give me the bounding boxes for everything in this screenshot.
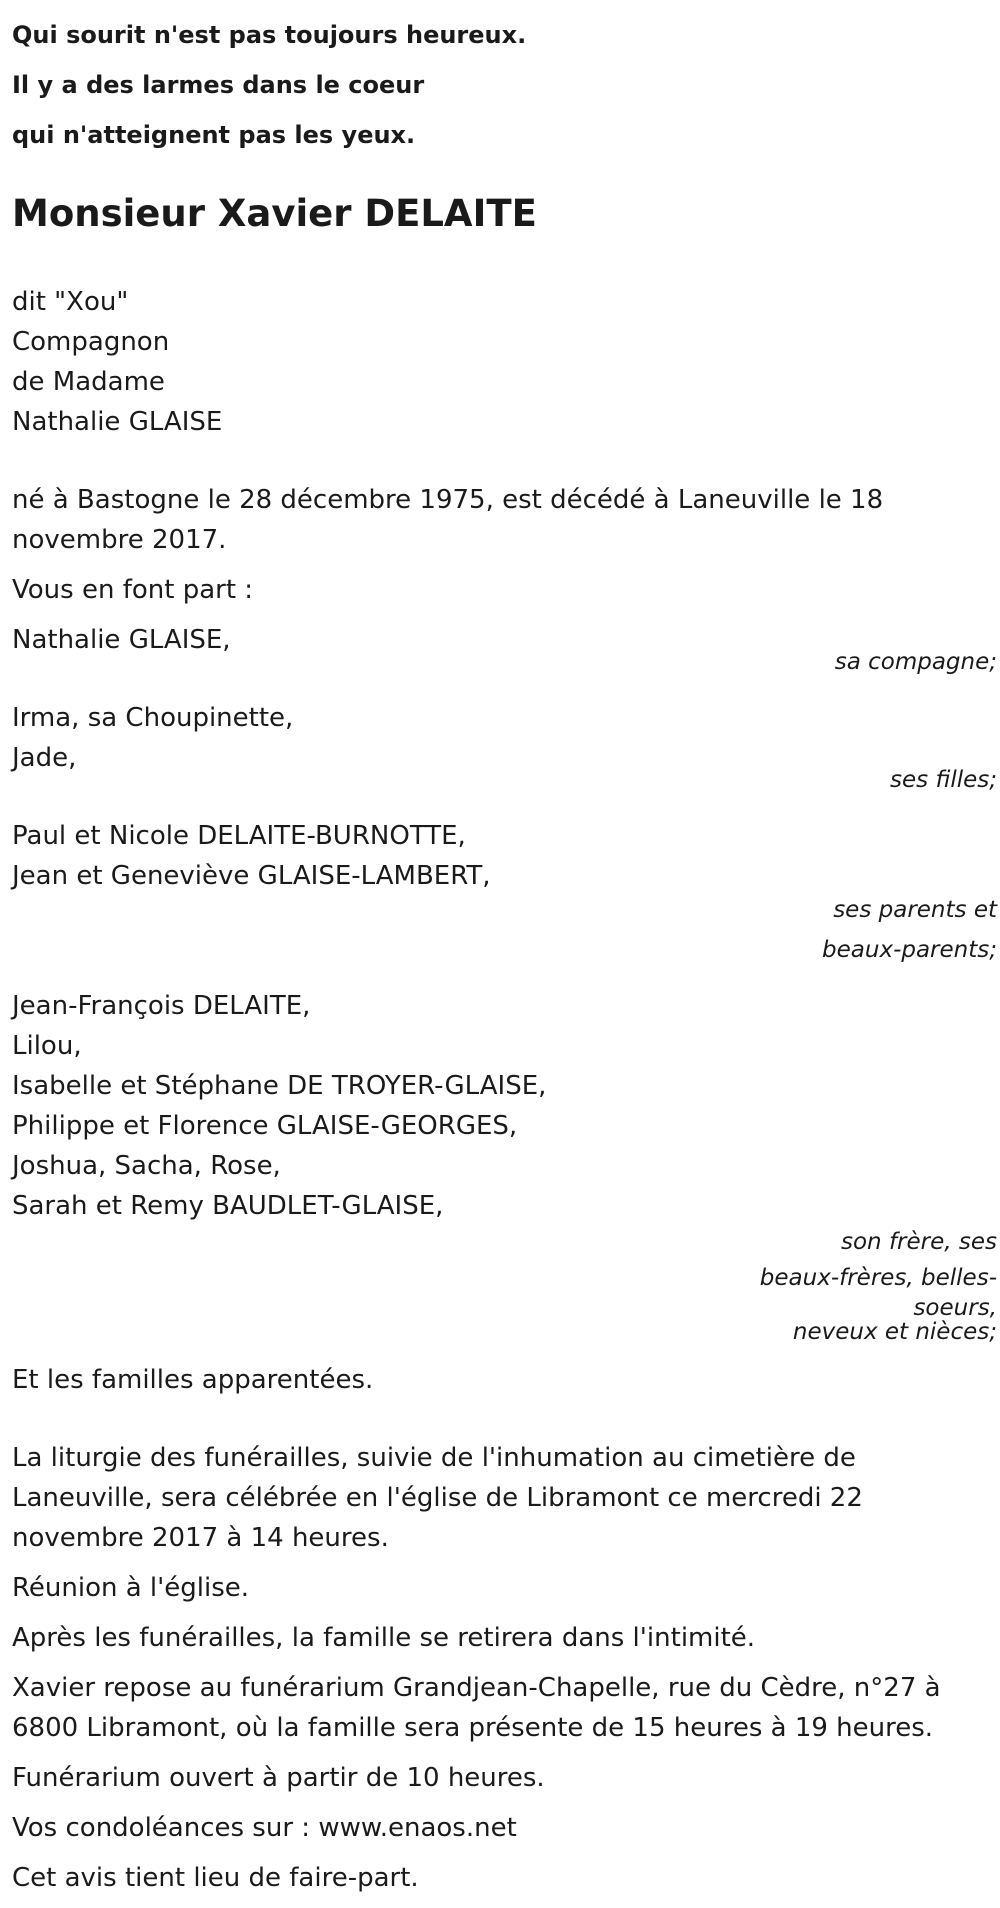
- family-relation: [12, 760, 997, 800]
- family-member: Nathalie GLAISE,: [12, 625, 231, 655]
- family-member: Paul et Nicole DELAITE-BURNOTTE,: [12, 821, 466, 851]
- announce: Vous en font part :: [12, 575, 254, 605]
- intro-line: Nathalie GLAISE: [12, 407, 223, 437]
- paragraph-hours: Funérarium ouvert à partir de 10 heures.: [12, 1763, 545, 1793]
- poem: [12, 10, 1000, 160]
- family-member: Jean-François DELAITE,: [12, 991, 311, 1021]
- relation-line: beaux-parents;: [822, 937, 997, 963]
- families-line: Et les familles apparentées.: [12, 1365, 374, 1395]
- family-member: Isabelle et Stéphane DE TROYER-GLAISE,: [12, 1071, 547, 1101]
- family-names: [12, 816, 1000, 896]
- intro-line: Compagnon: [12, 327, 170, 357]
- relation-line: soeurs,: [913, 1295, 997, 1321]
- paragraph-condolences: Vos condoléances sur : www.enaos.net: [12, 1813, 517, 1843]
- deceased-name: Monsieur Xavier DELAITE: [12, 192, 537, 235]
- relation-line: sa compagne;: [834, 649, 997, 675]
- family-relation: [12, 890, 997, 970]
- obituary-content: [12, 0, 1000, 1908]
- intro-line: de Madame: [12, 367, 165, 397]
- family-member: Philippe et Florence GLAISE-GEORGES,: [12, 1111, 518, 1141]
- intro: [12, 282, 1000, 442]
- relation-line: ses filles;: [890, 767, 997, 793]
- relation-line: neveux et nièces;: [792, 1319, 997, 1345]
- poem-line: qui n'atteignent pas les yeux.: [12, 121, 416, 149]
- paragraph-notice: Cet avis tient lieu de faire-part.: [12, 1863, 419, 1893]
- family-relation: [12, 1224, 997, 1344]
- poem-line: Qui sourit n'est pas toujours heureux.: [12, 21, 527, 49]
- relation-line: ses parents et: [833, 897, 997, 923]
- family-member: Joshua, Sacha, Rose,: [12, 1151, 281, 1181]
- family-member: Jean et Geneviève GLAISE-LAMBERT,: [12, 861, 491, 891]
- paragraph-reunion: Réunion à l'église.: [12, 1573, 250, 1603]
- birth-death: né à Bastogne le 28 décembre 1975, est décédé à Laneuville le 18 novembre 2017.: [12, 485, 884, 555]
- intro-line: dit "Xou": [12, 287, 129, 317]
- paragraph-funeral: La liturgie des funérailles, suivie de l'inhumation au cimetière de Laneuville, sera célébrée en l'église de Libramont ce mercredi 22 novembre 2017 à 14 heures.: [12, 1443, 863, 1553]
- family-member: Lilou,: [12, 1031, 82, 1061]
- relation-line: beaux-frères, belles-: [759, 1265, 997, 1291]
- family-names: [12, 986, 1000, 1226]
- paragraph-funerarium: Xavier repose au funérarium Grandjean-Chapelle, rue du Cèdre, n°27 à 6800 Libramont, où la famille sera présente de 15 heures à 19 heures.: [12, 1673, 941, 1743]
- poem-line: Il y a des larmes dans le coeur: [12, 71, 425, 99]
- relation-line: son frère, ses: [841, 1229, 997, 1255]
- family-member: Sarah et Remy BAUDLET-GLAISE,: [12, 1191, 444, 1221]
- paragraph-intimacy: Après les funérailles, la famille se retirera dans l'intimité.: [12, 1623, 756, 1653]
- family-member: Jade,: [12, 743, 77, 773]
- family-member: Irma, sa Choupinette,: [12, 703, 294, 733]
